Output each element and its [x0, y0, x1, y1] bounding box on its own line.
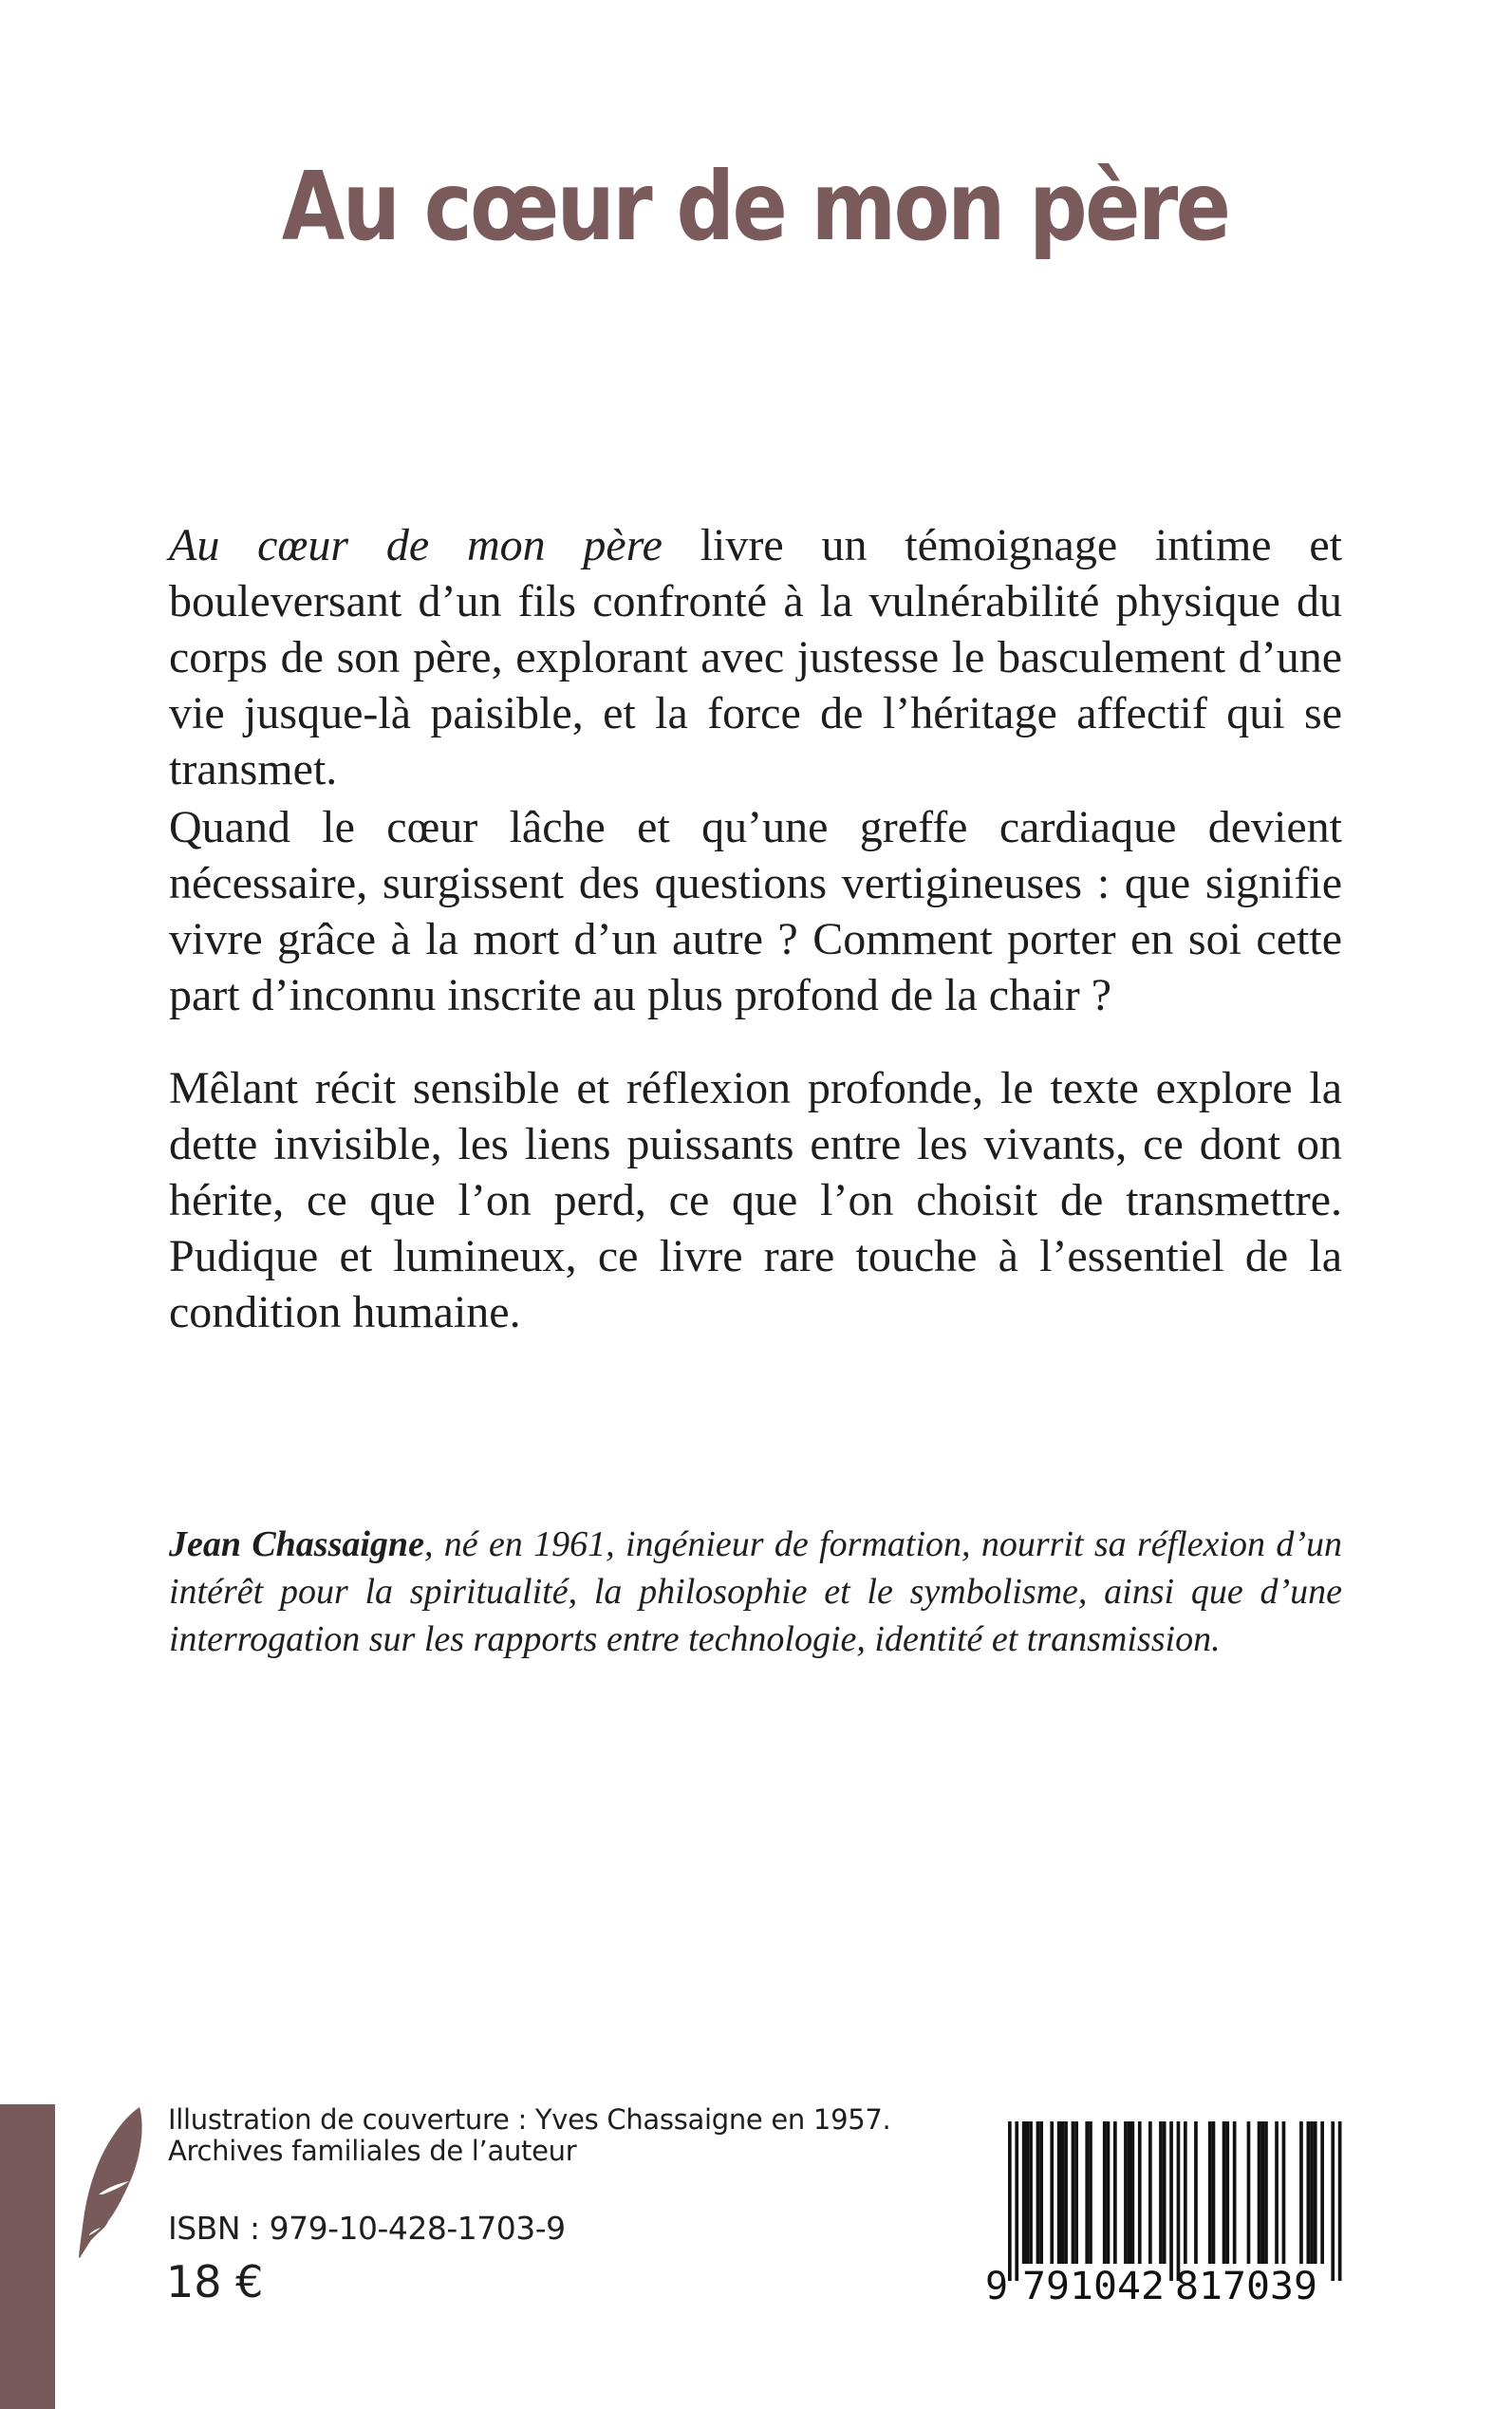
credit-line-illustration: Illustration de couverture : Yves Chassaigne en 1957. — [168, 2103, 891, 2136]
description-paragraph-1-text: livre un témoignage intime et bouleversant d’un fils confronté à la vulnérabilité physique du corps de son père, explorant avec justesse le basculement d’une vie jusque-là paisible, et la force de l’héritage affectif qui se transmet. — [169, 520, 1342, 794]
barcode-right-digits: 817039 — [1175, 2265, 1317, 2304]
book-title-inline: Au cœur de mon père — [169, 520, 663, 570]
description-paragraph-1 — [169, 517, 1342, 797]
feather-icon — [74, 2103, 146, 2259]
author-name: Jean Chassaigne — [169, 1524, 424, 1564]
description-paragraph-2: Quand le cœur lâche et qu’une greffe cardiaque devient nécessaire, surgissent des questions vertigineuses : que signifie vivre grâce à la mort d’un autre ? Comment porter en soi cette part d’inconnu inscrite au plus profond de la chair ? — [169, 802, 1342, 1020]
author-bio — [169, 1521, 1342, 1663]
description-paragraph-3: Mêlant récit sensible et réflexion profonde, le texte explore la dette invisible, les liens puissants entre les vivants, ce dont on hérite, ce que l’on perd, ce que l’on choisit de transmettre. Pudique et lumineux, ce livre rare touche à l’essentiel de la condition humaine. — [169, 1063, 1342, 1337]
price-label: 18 € — [166, 2256, 264, 2307]
barcode-left-digits: 791042 — [1022, 2265, 1165, 2304]
isbn-label: ISBN : 979-10-428-1703-9 — [168, 2210, 566, 2247]
cover-credits — [168, 2104, 890, 2167]
credit-line-archives: Archives familiales de l’auteur — [168, 2135, 577, 2167]
barcode-first-digit: 9 — [985, 2265, 1009, 2304]
ean13-barcode — [968, 2119, 1348, 2304]
accent-side-bar — [0, 2104, 55, 2409]
book-title: Au cœur de mon père — [281, 151, 1229, 262]
author-bio-text: , né en 1961, ingénieur de formation, nourrit sa réflexion d’un intérêt pour la spiritualité, la philosophie et le symbolisme, ainsi que d’une interrogation sur les rapports entre technologie, identité et transmission. — [169, 1524, 1342, 1659]
barcode-bars — [1008, 2121, 1342, 2281]
